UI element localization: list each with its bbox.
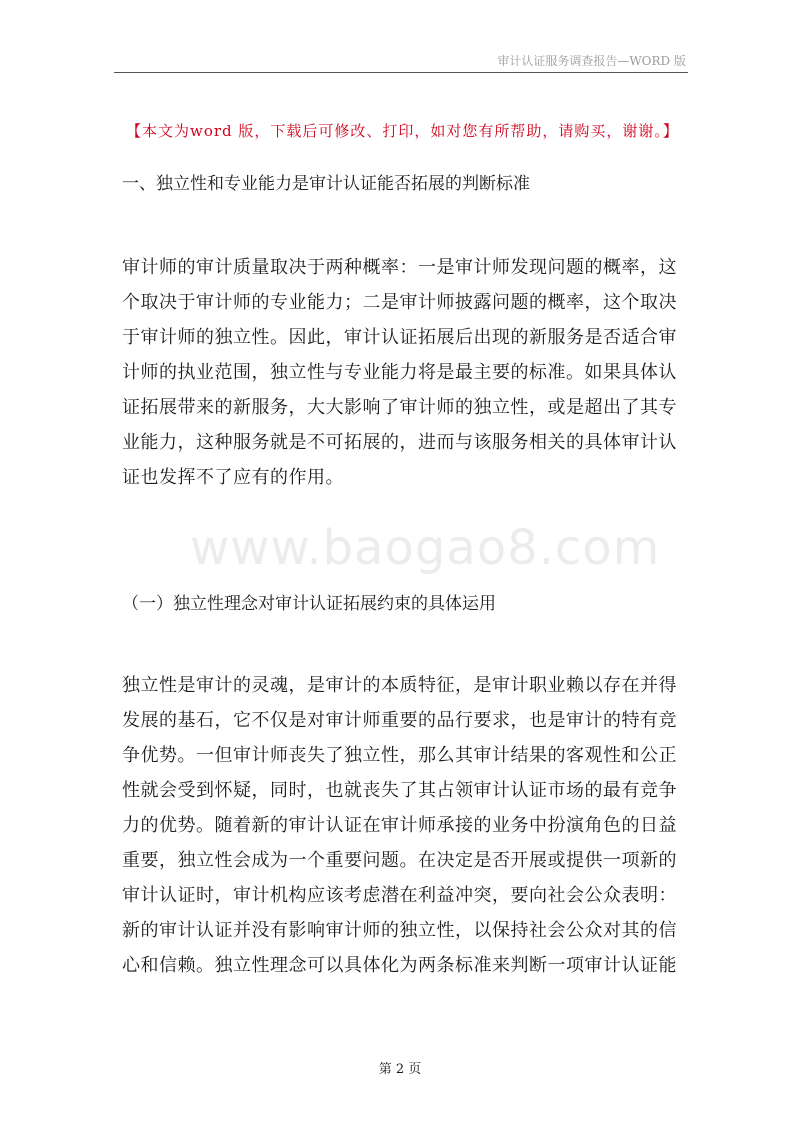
paragraph-line: 发展的基石，它不仅是对审计师重要的品行要求，也是审计的特有竞 (122, 710, 677, 731)
paragraph-line: 力的优势。随着新的审计认证在审计师承接的业务中扮演角色的日益 (122, 815, 677, 836)
paragraph-line: 性就会受到怀疑，同时，也就丧失了其占领审计认证市场的最有竞争 (122, 780, 677, 801)
paragraph-line: 证拓展带来的新服务，大大影响了审计师的独立性，或是超出了其专 (122, 397, 677, 418)
paragraph-line: 于审计师的独立性。因此，审计认证拓展后出现的新服务是否适合审 (122, 327, 677, 348)
paragraph-line: 计师的执业范围，独立性与专业能力将是最主要的标准。如果具体认 (122, 362, 677, 383)
paragraph-line: 证也发挥不了应有的作用。 (122, 467, 344, 488)
section-1-paragraph (122, 250, 682, 495)
paragraph-line: 争优势。一但审计师丧失了独立性，那么其审计结果的客观性和公正 (122, 745, 677, 766)
header-rule (114, 72, 688, 73)
paragraph-line: 审计师的审计质量取决于两种概率：一是审计师发现问题的概率，这 (122, 257, 677, 278)
running-header: 审计认证服务调查报告—WORD 版 (497, 54, 686, 68)
paragraph-line: 重要，独立性会成为一个重要问题。在决定是否开展或提供一项新的 (122, 850, 677, 871)
section-2-paragraph (122, 668, 682, 983)
section-heading-1: 一、独立性和专业能力是审计认证能否拓展的判断标准 (122, 174, 530, 194)
paragraph-line: 审计认证时，审计机构应该考虑潜在利益冲突，要向社会公众表明： (122, 885, 677, 906)
site-watermark: www.baogao8.com (190, 520, 661, 576)
paragraph-line: 个取决于审计师的专业能力；二是审计师披露问题的概率，这个取决 (122, 292, 677, 313)
page-number: 第 2 页 (378, 1062, 422, 1077)
paragraph-line: 心和信赖。独立性理念可以具体化为两条标准来判断一项审计认证能 (122, 955, 677, 976)
section-heading-2: （一）独立性理念对审计认证拓展约束的具体运用 (122, 594, 496, 614)
paragraph-line: 业能力，这种服务就是不可拓展的，进而与该服务相关的具体审计认 (122, 432, 677, 453)
download-notice: 【本文为word 版，下载后可修改、打印，如对您有所帮助，请购买，谢谢。】 (126, 122, 679, 140)
paragraph-line: 独立性是审计的灵魂，是审计的本质特征，是审计职业赖以存在并得 (122, 675, 677, 696)
paragraph-line: 新的审计认证并没有影响审计师的独立性，以保持社会公众对其的信 (122, 920, 677, 941)
